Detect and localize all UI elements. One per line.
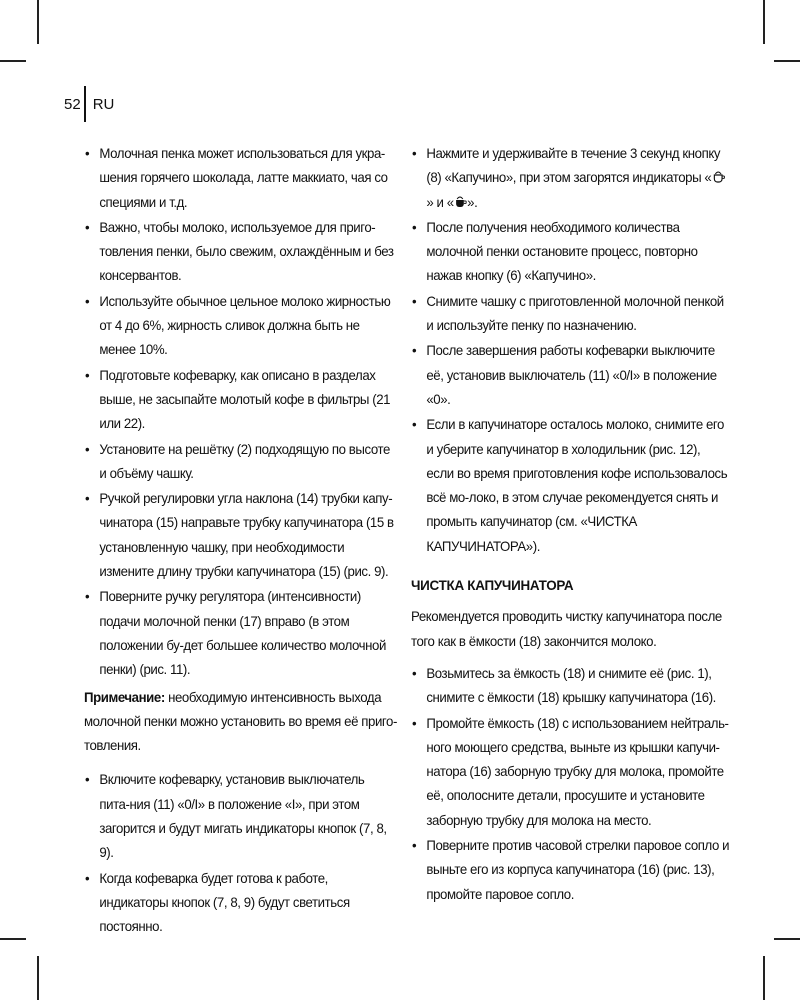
list-item: • Поверните против часовой стрелки паровое сопло и выньте его из корпуса капучинатора (16) (рис. 13), промойте паровое сопло. [411, 834, 730, 907]
list-item: • Поверните ручку регулятора (интенсивности) подачи молочной пенки (17) вправо (в этом положении бу-дет большее количество молочной пенки) (рис. 11). [84, 585, 397, 682]
list-item-text: ». [467, 194, 478, 210]
list-item [411, 142, 730, 215]
list-item-text: Нажмите и удерживайте в течение 3 секунд кнопку (8) «Капучино», при этом загорятся индикаторы « [426, 146, 721, 186]
crop-mark [763, 956, 765, 1000]
bullet-list [84, 768, 397, 939]
list-item-text: » и « [426, 194, 454, 210]
bullet-list [84, 142, 397, 683]
crop-mark [37, 956, 39, 1000]
list-item: • Важно, чтобы молоко, используемое для приго-товления пенки, было свежим, охлаждённым и без консервантов. [84, 216, 397, 289]
note-text: необходимую интенсивность выхода молочной пенки можно установить во время её приго-товления. [84, 689, 397, 754]
list-item: • Когда кофеварка будет готова к работе, индикаторы кнопок (7, 8, 9) будут светиться постоянно. [84, 867, 397, 940]
page-header [64, 86, 114, 122]
crop-mark [37, 0, 39, 44]
list-item: • После завершения работы кофеварки выключите её, установив выключатель (11) «0/I» в положение «0». [411, 339, 730, 412]
cappuccino-cup-filled-icon [454, 193, 467, 207]
list-item: • Промойте ёмкость (18) с использованием нейтраль-ного моющего средства, выньте из крышки капучи-натора (16) заборную трубку для молока, промойте её, ополосните детали, просушите и установите заборную трубку для молока на место. [411, 712, 730, 833]
bullet-list [411, 142, 730, 559]
bullet-list [411, 662, 730, 907]
list-item: • Если в капучинаторе осталось молоко, снимите его и уберите капучинатор в холодильник (рис. 12), если во время приготовления кофе использовалось всё мо-локо, в этом случае рекомендуется снять и промыть капучинатор (см. «ЧИСТКА КАПУЧИНАТОРА»). [411, 413, 730, 559]
list-item: • Подготовьте кофеварку, как описано в разделах выше, не засыпайте молотый кофе в фильтры (21 или 22). [84, 364, 397, 437]
crop-mark [0, 938, 26, 940]
crop-mark [774, 60, 800, 62]
list-item: • Включите кофеварку, установив выключатель пита-ния (11) «0/I» в положение «I», при этом загорится и будут мигать индикаторы кнопок (7, 8, 9). [84, 768, 397, 865]
left-column [84, 142, 397, 941]
list-item: • После получения необходимого количества молочной пенки остановите процесс, повторно нажав кнопку (6) «Капучино». [411, 216, 730, 289]
right-column [411, 142, 730, 908]
note-paragraph [84, 686, 397, 759]
list-item: • Молочная пенка может использоваться для укра-шения горячего шоколада, латте маккиато, чая со специями и т.д. [84, 142, 397, 215]
list-item: • Снимите чашку с приготовленной молочной пенкой и используйте пенку по назначению. [411, 290, 730, 339]
list-item: • Возьмитесь за ёмкость (18) и снимите её (рис. 1), снимите с ёмкости (18) крышку капучинатора (16). [411, 662, 730, 711]
note-label: Примечание: [84, 689, 165, 705]
crop-mark [763, 0, 765, 44]
list-item: • Используйте обычное цельное молоко жирностью от 4 до 6%, жирность сливок должна быть не менее 10%. [84, 290, 397, 363]
cappuccino-cup-icon [711, 168, 724, 182]
crop-mark [0, 60, 26, 62]
list-item: • Установите на решётку (2) подходящую по высоте и объёму чашку. [84, 438, 397, 487]
section-title: ЧИСТКА КАПУЧИНАТОРА [411, 577, 574, 594]
section-intro: Рекомендуется проводить чистку капучинатора после того как в ёмкости (18) закончится молоко. [411, 609, 722, 649]
header-divider [84, 86, 86, 122]
list-item: • Ручкой регулировки угла наклона (14) трубки капу-чинатора (15) направьте трубку капучинатора (15 в установленную чашку, при необходимости измените длину трубки капучинатора (15) (рис. 9). [84, 487, 397, 584]
page-number: 52 [64, 95, 81, 113]
language-label: RU [92, 95, 115, 113]
crop-mark [774, 938, 800, 940]
